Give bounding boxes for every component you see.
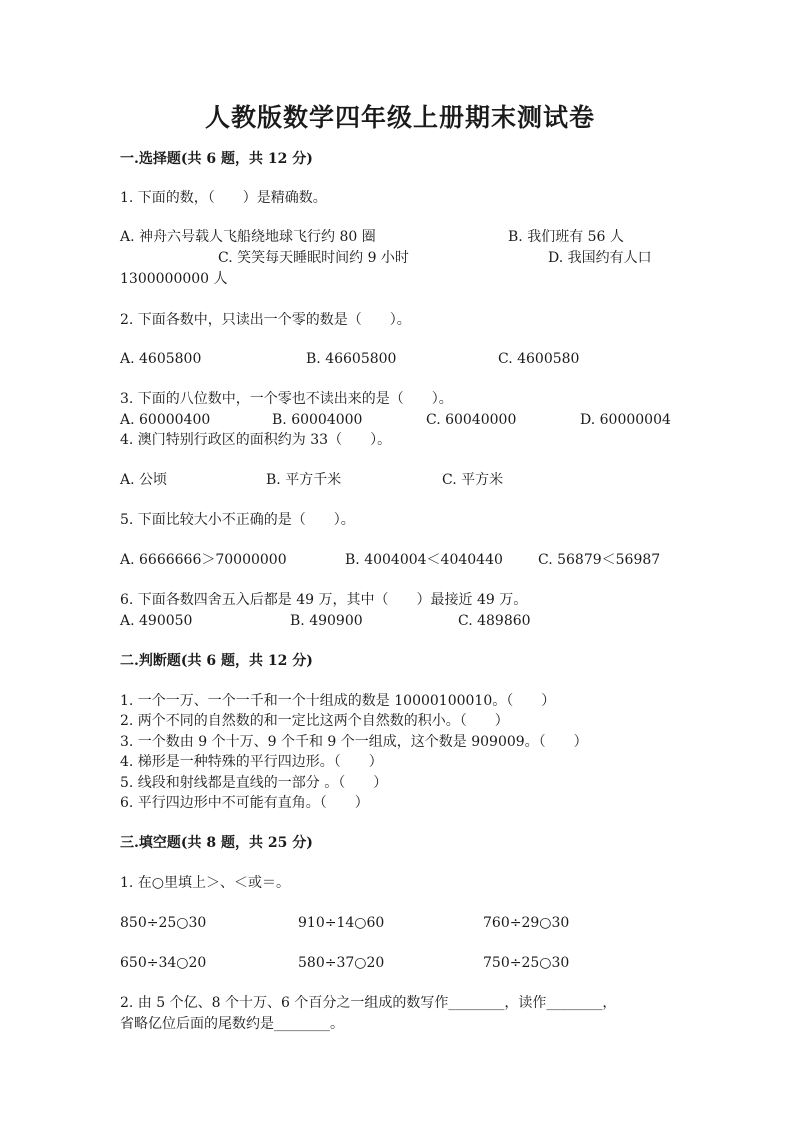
question-stem: 2. 由 5 个亿、8 个十万、6 个百分之一组成的数写作________，读作________， — [120, 995, 617, 1011]
comparison-item: 850÷25○30 — [120, 915, 207, 931]
option-a: A. 490050 — [120, 613, 193, 629]
option-b: B. 490900 — [290, 613, 363, 629]
option-c: C. 60040000 — [426, 412, 517, 428]
question-stem: 1. 在○里填上＞、＜或＝。 — [120, 875, 291, 891]
option-b: B. 平方千米 — [266, 472, 342, 488]
option-d: D. 我国约有人口 — [548, 250, 652, 266]
question-stem: 5. 下面比较大小不正确的是（ ）。 — [120, 512, 355, 528]
option-c: C. 平方米 — [442, 472, 504, 488]
list-item: 4. 梯形是一种特殊的平行四边形。（ ） — [120, 754, 383, 770]
section-heading-fill: 三.填空题(共 8 题，共 25 分) — [120, 835, 313, 851]
option-a: A. 4605800 — [120, 351, 202, 367]
option-a: A. 60000400 — [120, 412, 211, 428]
list-item: 1. 一个一万、一个一千和一个十组成的数是 10000100010。（ ） — [120, 693, 556, 709]
option-b: B. 60004000 — [272, 412, 363, 428]
list-item: 5. 线段和射线都是直线的一部分 。（ ） — [120, 775, 388, 791]
option-c: C. 笑笑每天睡眠时间约 9 小时 — [218, 250, 409, 266]
option-d: D. 60000004 — [580, 412, 671, 428]
comparison-item: 910÷14○60 — [298, 915, 385, 931]
option-b: B. 4004004＜4040440 — [345, 552, 503, 568]
comparison-item: 750÷25○30 — [483, 955, 570, 971]
comparison-item: 580÷37○20 — [298, 955, 385, 971]
question-stem: 2. 下面各数中，只读出一个零的数是（ ）。 — [120, 312, 411, 328]
option-a: A. 公顷 — [120, 472, 168, 488]
option-c: C. 4600580 — [498, 351, 580, 367]
option-c: C. 489860 — [458, 613, 531, 629]
option-b: B. 我们班有 56 人 — [508, 229, 624, 245]
option-a: A. 6666666＞70000000 — [120, 552, 287, 568]
section-heading-choice: 一.选择题(共 6 题，共 12 分) — [120, 151, 313, 167]
question-stem: 6. 下面各数四舍五入后都是 49 万，其中（ ）最接近 49 万。 — [120, 592, 528, 608]
comparison-item: 650÷34○20 — [120, 955, 207, 971]
option-d-continued: 1300000000 人 — [120, 271, 228, 287]
comparison-item: 760÷29○30 — [483, 915, 570, 931]
list-item: 2. 两个不同的自然数的和一定比这两个自然数的积小。（ ） — [120, 713, 509, 729]
question-stem: 3. 下面的八位数中，一个零也不读出来的是（ ）。 — [120, 391, 453, 407]
option-c: C. 56879＜56987 — [538, 552, 661, 568]
question-stem-continued: 省略亿位后面的尾数约是________。 — [120, 1016, 344, 1032]
page-title: 人教版数学四年级上册期末测试卷 — [204, 103, 595, 132]
option-b: B. 46605800 — [306, 351, 397, 367]
section-heading-judgement: 二.判断题(共 6 题，共 12 分) — [120, 653, 313, 669]
list-item: 3. 一个数由 9 个十万、9 个千和 9 个一组成，这个数是 909009。（ ） — [120, 734, 588, 750]
list-item: 6. 平行四边形中不可能有直角。（ ） — [120, 795, 369, 811]
question-stem: 4. 澳门特别行政区的面积约为 33（ ）。 — [120, 432, 392, 448]
question-stem: 1. 下面的数，（ ）是精确数。 — [120, 190, 327, 206]
option-a: A. 神舟六号载人飞船绕地球飞行约 80 圈 — [120, 229, 376, 245]
